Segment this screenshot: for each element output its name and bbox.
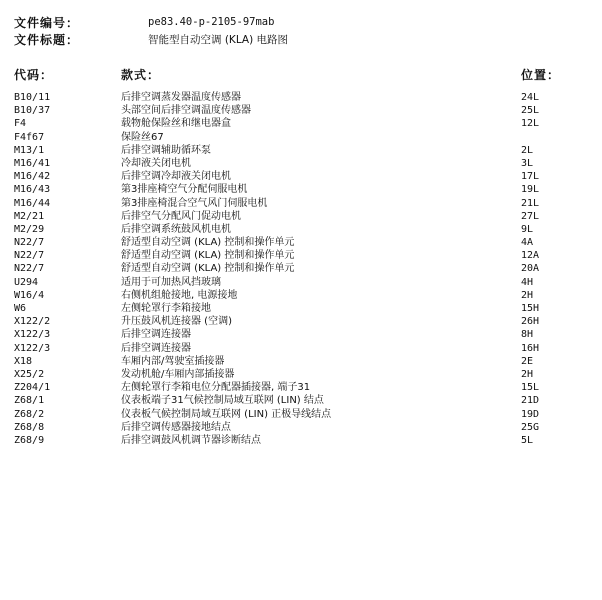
component-code: N22/7 <box>14 263 45 275</box>
component-location: 16H <box>521 342 540 354</box>
component-code: X18 <box>14 355 33 367</box>
component-location: 25L <box>521 105 540 117</box>
component-description: 后排空调传感器接地结点 <box>121 421 231 433</box>
component-code: M2/29 <box>14 223 45 235</box>
table-row <box>0 381 602 394</box>
component-description: 仪表板气候控制局域互联网 (LIN) 正极导线结点 <box>121 408 332 420</box>
component-location: 3L <box>521 157 534 169</box>
component-location: 2H <box>521 368 534 380</box>
component-description: 左侧轮罩行李箱接地 <box>121 303 211 314</box>
component-description: 升压鼓风机连接器 (空调) <box>121 316 232 328</box>
table-row <box>0 236 602 249</box>
component-description: 车厢内部/驾驶室插接器 <box>121 355 225 367</box>
component-description: 发动机舱/车厢内部插接器 <box>121 368 235 380</box>
table-row <box>0 355 602 368</box>
component-code: M2/21 <box>14 210 45 222</box>
component-code: F4 <box>14 118 27 130</box>
table-row <box>0 183 602 196</box>
table-row <box>0 157 602 170</box>
table-row <box>0 315 602 328</box>
component-code: U294 <box>14 276 39 288</box>
doc-title-label: 文件标题： <box>14 33 80 47</box>
component-code: Z68/2 <box>14 408 45 420</box>
component-list <box>0 91 602 447</box>
component-description: 后排空调连接器 <box>121 342 191 354</box>
component-code: N22/7 <box>14 237 45 249</box>
table-row <box>0 289 602 302</box>
component-description: 右侧机组舱接地, 电源接地 <box>121 289 238 301</box>
component-location: 2H <box>521 289 534 301</box>
table-row <box>0 144 602 157</box>
component-description: 后排空调系统鼓风机电机 <box>121 223 231 235</box>
component-location: 21D <box>521 395 540 407</box>
table-row <box>0 434 602 447</box>
component-location: 4A <box>521 237 534 249</box>
component-code: W16/4 <box>14 289 45 301</box>
doc-number-label: 文件编号： <box>14 16 80 30</box>
component-location: 19L <box>521 184 540 196</box>
component-description: 舒适型自动空调 (KLA) 控制和操作单元 <box>121 250 295 262</box>
component-code: X122/3 <box>14 329 51 341</box>
component-description: 后排空气分配风门促动电机 <box>121 210 241 222</box>
table-row <box>0 262 602 275</box>
component-code: X122/3 <box>14 342 51 354</box>
component-description: 后排空调冷却液关闭电机 <box>121 171 231 183</box>
table-row <box>0 91 602 104</box>
component-location: 19D <box>521 408 540 420</box>
table-row <box>0 170 602 183</box>
component-location: 5L <box>521 434 534 446</box>
component-description: 后排空调蒸发器温度传感器 <box>121 92 241 103</box>
component-description: 头部空间后排空调温度传感器 <box>121 105 251 117</box>
component-description: 后排空调连接器 <box>121 329 191 341</box>
component-location: 27L <box>521 210 540 222</box>
table-row <box>0 421 602 434</box>
component-code: B10/37 <box>14 105 51 117</box>
column-header-code: 代码： <box>14 68 54 82</box>
component-code: M13/1 <box>14 144 45 156</box>
component-location: 4H <box>521 276 534 288</box>
component-description: 左侧轮罩行李箱电位分配器插接器, 端子31 <box>121 382 311 394</box>
component-code: M16/41 <box>14 157 51 169</box>
component-location: 15H <box>521 303 540 314</box>
component-location: 2E <box>521 355 534 367</box>
component-description: 载物舱保险丝和继电器盒 <box>121 118 231 130</box>
component-description: 第3排座椅空气分配伺服电机 <box>121 184 248 196</box>
table-row <box>0 408 602 421</box>
component-code: F4f67 <box>14 131 45 143</box>
component-code: M16/42 <box>14 171 51 183</box>
component-description: 后排空调辅助循环泵 <box>121 144 211 156</box>
component-location: 21L <box>521 197 540 209</box>
component-description: 后排空调鼓风机调节器诊断结点 <box>121 434 261 446</box>
component-location: 15L <box>521 382 540 394</box>
component-code: X25/2 <box>14 368 45 380</box>
table-row <box>0 131 602 144</box>
table-row <box>0 328 602 341</box>
component-location: 2L <box>521 144 534 156</box>
table-row <box>0 342 602 355</box>
component-code: Z68/9 <box>14 434 45 446</box>
component-location: 26H <box>521 316 540 328</box>
component-code: M16/44 <box>14 197 51 209</box>
component-location: 20A <box>521 263 540 275</box>
component-location: 9L <box>521 223 534 235</box>
component-code: Z204/1 <box>14 382 51 394</box>
table-row <box>0 223 602 236</box>
component-location: 12L <box>521 118 540 130</box>
table-row <box>0 394 602 407</box>
component-code: X122/2 <box>14 316 51 328</box>
table-row <box>0 210 602 223</box>
table-row <box>0 368 602 381</box>
component-description: 第3排座椅混合空气风门伺服电机 <box>121 197 268 209</box>
component-location: 12A <box>521 250 540 262</box>
component-description: 冷却液关闭电机 <box>121 157 191 169</box>
table-row <box>0 249 602 262</box>
component-description: 仪表板端子31气候控制局域互联网 (LIN) 结点 <box>121 395 324 407</box>
component-description: 舒适型自动空调 (KLA) 控制和操作单元 <box>121 263 295 275</box>
component-code: Z68/8 <box>14 421 45 433</box>
component-description: 舒适型自动空调 (KLA) 控制和操作单元 <box>121 237 295 249</box>
table-row <box>0 104 602 117</box>
component-description: 适用于可加热风挡玻璃 <box>121 276 221 288</box>
doc-title-value: 智能型自动空调 (KLA) 电路图 <box>148 34 289 46</box>
table-row <box>0 302 602 315</box>
component-description: 保险丝67 <box>121 131 164 143</box>
doc-number-value: pe83.40-p-2105-97mab <box>148 16 275 28</box>
table-row <box>0 197 602 210</box>
table-row <box>0 117 602 130</box>
component-location: 25G <box>521 421 540 433</box>
component-location: 24L <box>521 92 540 103</box>
component-code: N22/7 <box>14 250 45 262</box>
component-code: M16/43 <box>14 184 51 196</box>
component-code: Z68/1 <box>14 395 45 407</box>
component-location: 17L <box>521 171 540 183</box>
column-header-description: 款式： <box>121 68 161 82</box>
component-location: 8H <box>521 329 534 341</box>
table-row <box>0 276 602 289</box>
column-header-location: 位置： <box>521 68 561 82</box>
component-code: W6 <box>14 303 27 314</box>
component-code: B10/11 <box>14 92 51 103</box>
